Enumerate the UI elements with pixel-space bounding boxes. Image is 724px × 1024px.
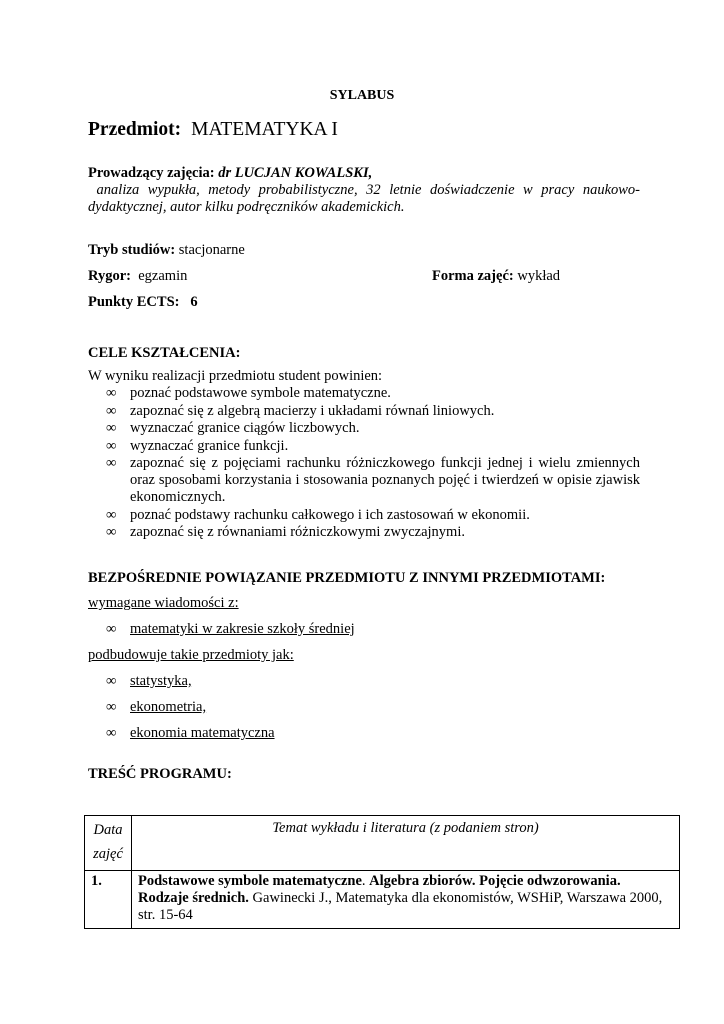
required-knowledge-label: wymagane wiadomości z: bbox=[88, 595, 239, 611]
supported-subjects-list bbox=[88, 673, 275, 751]
form-label: Forma zajęć: bbox=[432, 268, 514, 284]
rigor-form-line bbox=[88, 268, 644, 285]
list-item: ∞ wyznaczać granice ciągów liczbowych. bbox=[88, 420, 640, 437]
form-info bbox=[432, 268, 560, 285]
lecturer-description: analiza wypukła, metody probabilistyczne, 32 letnie doświadczenie w pracy naukowo-dydaktycznej, autor kilku podręczników akademickich. bbox=[88, 182, 641, 215]
subject-line bbox=[88, 119, 338, 141]
topic-column-header: Temat wykładu i literatura (z podaniem stron) bbox=[132, 816, 680, 871]
supported-subjects-label: podbudowuje takie przedmioty jak: bbox=[88, 647, 294, 663]
list-item: ∞ matematyki w zakresie szkoły średniej bbox=[88, 621, 355, 647]
list-item: ∞ zapoznać się z pojęciami rachunku różniczkowego funkcji jednej i wielu zmiennych oraz sposobami korzystania i stosowania poznanych pojęć i twierdzeń w opisie zjawisk ekonomicznych. bbox=[88, 455, 640, 506]
list-item: ∞ poznać podstawy rachunku całkowego i ich zastosowań w ekonomii. bbox=[88, 507, 640, 524]
ects-value: 6 bbox=[190, 294, 198, 310]
list-item: ∞ zapoznać się z algebrą macierzy i układami równań liniowych. bbox=[88, 403, 640, 420]
list-item: ∞ poznać podstawowe symbole matematyczne. bbox=[88, 385, 640, 402]
date-column-header: Data zajęć bbox=[85, 816, 132, 871]
list-item: ∞ ekonomia matematyczna bbox=[88, 725, 275, 751]
form-value: wykład bbox=[517, 268, 561, 284]
list-item: ∞ wyznaczać granice funkcji. bbox=[88, 438, 640, 455]
goals-list bbox=[88, 385, 640, 542]
goals-heading: CELE KSZTAŁCENIA: bbox=[88, 345, 241, 361]
subject-value: MATEMATYKA I bbox=[191, 119, 338, 140]
table-row bbox=[85, 871, 680, 929]
goals-intro: W wyniku realizacji przedmiotu student powinien: bbox=[88, 368, 383, 384]
table-header-row bbox=[85, 816, 680, 871]
list-item: ∞ zapoznać się z równaniami różniczkowymi zwyczajnymi. bbox=[88, 524, 640, 541]
study-mode-label: Tryb studiów: bbox=[88, 242, 176, 258]
study-mode-value: stacjonarne bbox=[178, 242, 245, 258]
row-number: 1. bbox=[85, 871, 132, 929]
ects-label: Punkty ECTS: bbox=[88, 294, 180, 310]
rigor-label: Rygor: bbox=[88, 268, 131, 284]
required-knowledge-list bbox=[88, 621, 355, 647]
list-item: ∞ ekonometria, bbox=[88, 699, 275, 725]
lecturer-block bbox=[88, 165, 640, 216]
rigor-value: egzamin bbox=[138, 268, 188, 284]
program-heading: TREŚĆ PROGRAMU: bbox=[88, 766, 232, 782]
subject-label: Przedmiot: bbox=[88, 119, 182, 140]
list-item: ∞ statystyka, bbox=[88, 673, 275, 699]
ects-line bbox=[88, 294, 198, 311]
lecturer-name: dr LUCJAN KOWALSKI, bbox=[218, 165, 373, 181]
document-title: SYLABUS bbox=[329, 88, 395, 103]
program-table bbox=[84, 815, 680, 929]
relations-heading: BEZPOŚREDNIE POWIĄZANIE PRZEDMIOTU Z INNYMI PRZEDMIOTAMI: bbox=[88, 570, 606, 586]
study-mode-line bbox=[88, 242, 245, 259]
row-topic: Podstawowe symbole matematyczne. Algebra zbiorów. Pojęcie odwzorowania. Rodzaje średnich. Gawinecki J., Matematyka dla ekonomistów, WSHiP, Warszawa 2000, str. 15-64 bbox=[132, 871, 680, 929]
lecturer-label: Prowadzący zajęcia: bbox=[88, 165, 215, 181]
